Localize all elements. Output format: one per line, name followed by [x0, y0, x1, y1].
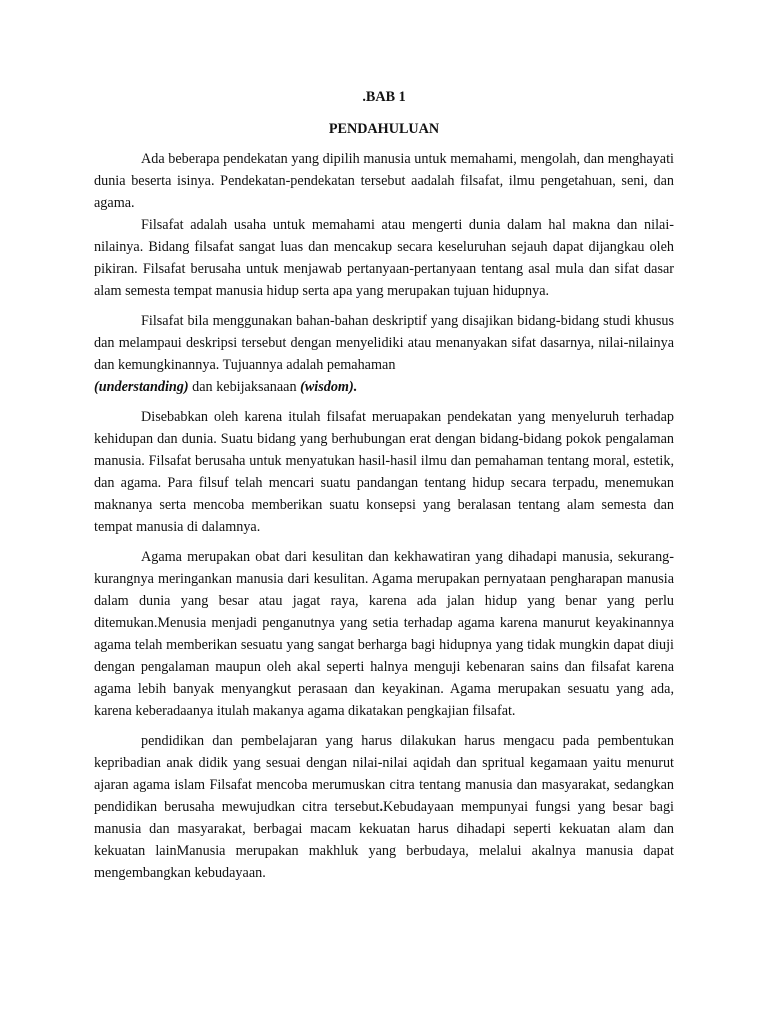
paragraph-2: Filsafat adalah usaha untuk memahami atau mengerti dunia dalam hal makna dan nilai-nilainya. Bidang filsafat sangat luas dan mencakup secara keseluruhan sejauh dapat dijangkau oleh pikiran. Filsafat berusaha untuk menjawab pertanyaan-pertanyaan tentang asal mula dan sifat dasar alam semesta tempat manusia hidup serta apa yang merupakan tujuan hidupnya. [94, 217, 674, 299]
page-title: PENDAHULUAN [328, 121, 440, 137]
paragraph-3-mid: dan kebijaksanaan [188, 379, 301, 395]
emphasis-wisdom: (wisdom). [300, 379, 358, 395]
document-body [94, 86, 674, 884]
emphasis-understanding: (understanding) [94, 379, 189, 395]
paragraph-3 [94, 310, 674, 398]
paragraph-6-tail: Kebudayaan mempunyai fungsi yang besar bagi manusia dan masyarakat, berbagai macam kekuatan harus dihadapi seperti kekuatan alam dan kekuatan lainManusia merupakan makhluk yang berbudaya, melalui akalnya manusia dapat mengembangkan kebudayaan. [94, 799, 674, 881]
paragraph-1: Ada beberapa pendekatan yang dipilih manusia untuk memahami, mengolah, dan menghayati dunia beserta isinya. Pendekatan-pendekatan tersebut aadalah filsafat, ilmu pengetahuan, seni, dan agama. [94, 151, 674, 211]
paragraph-6 [94, 730, 674, 884]
paragraph-4: Disebabkan oleh karena itulah filsafat meruapakan pendekatan yang menyeluruh terhadap kehidupan dan dunia. Suatu bidang yang berhubungan erat dengan bidang-bidang pokok pengalaman manusia. Filsafat berusaha untuk menyatukan hasil-hasil ilmu dan pemahaman tentang moral, estetik, dan agama. Para filsuf telah mencari suatu pandangan tentang hidup secara terpadu, menemukan maknanya serta mencoba memberikan suatu konsepsi yang beralasan tentang alam semesta dan tempat manusia di dalamnya. [94, 409, 674, 535]
paragraph-3-text: Filsafat bila menggunakan bahan-bahan deskriptif yang disajikan bidang-bidang studi khusus dan melampaui deskripsi tersebut dengan menyelidiki atau menanyakan sifat dasarnya, nilai-nilainya dan kemungkinannya. Tujuannya adalah pemahaman [94, 313, 674, 373]
chapter-heading: .BAB 1 [362, 89, 406, 105]
paragraph-6-bold-period: . [379, 799, 383, 815]
paragraph-5: Agama merupakan obat dari kesulitan dan kekhawatiran yang dihadapi manusia, sekurang-kurangnya meringankan manusia dari kesulitan. Agama merupakan pernyataan pengharapan manusia dalam dunia yang besar atau jagat raya, karena ada jalan hidup yang benar yang perlu ditemukan.Menusia menjadi penganutnya yang setia terhadap agama karena manurut keyakinannya agama telah memberikan sesuatu yang sangat berharga bagi hidupnya yang tidak mungkin dapat diuji dengan pengalaman maupun oleh akal seperti halnya menguji kebenaran sains dan filsafat karena agama lebih banyak menyangkut perasaan dan keyakinan. Agama merupakan sesuatu yang ada, karena keberadaanya itulah makanya agama dikatakan pengkajian filsafat. [94, 549, 674, 719]
paragraph-6-text: pendidikan dan pembelajaran yang harus dilakukan harus mengacu pada pembentukan kepribadian anak didik yang sesuai dengan nilai-nilai aqidah dan spritual kegamaan yaitu menurut ajaran agama islam Filsafat mencoba merumuskan citra tentang manusia dan masyarakat, sedangkan pendidikan berusaha mewujudkan citra tersebut [94, 733, 674, 815]
